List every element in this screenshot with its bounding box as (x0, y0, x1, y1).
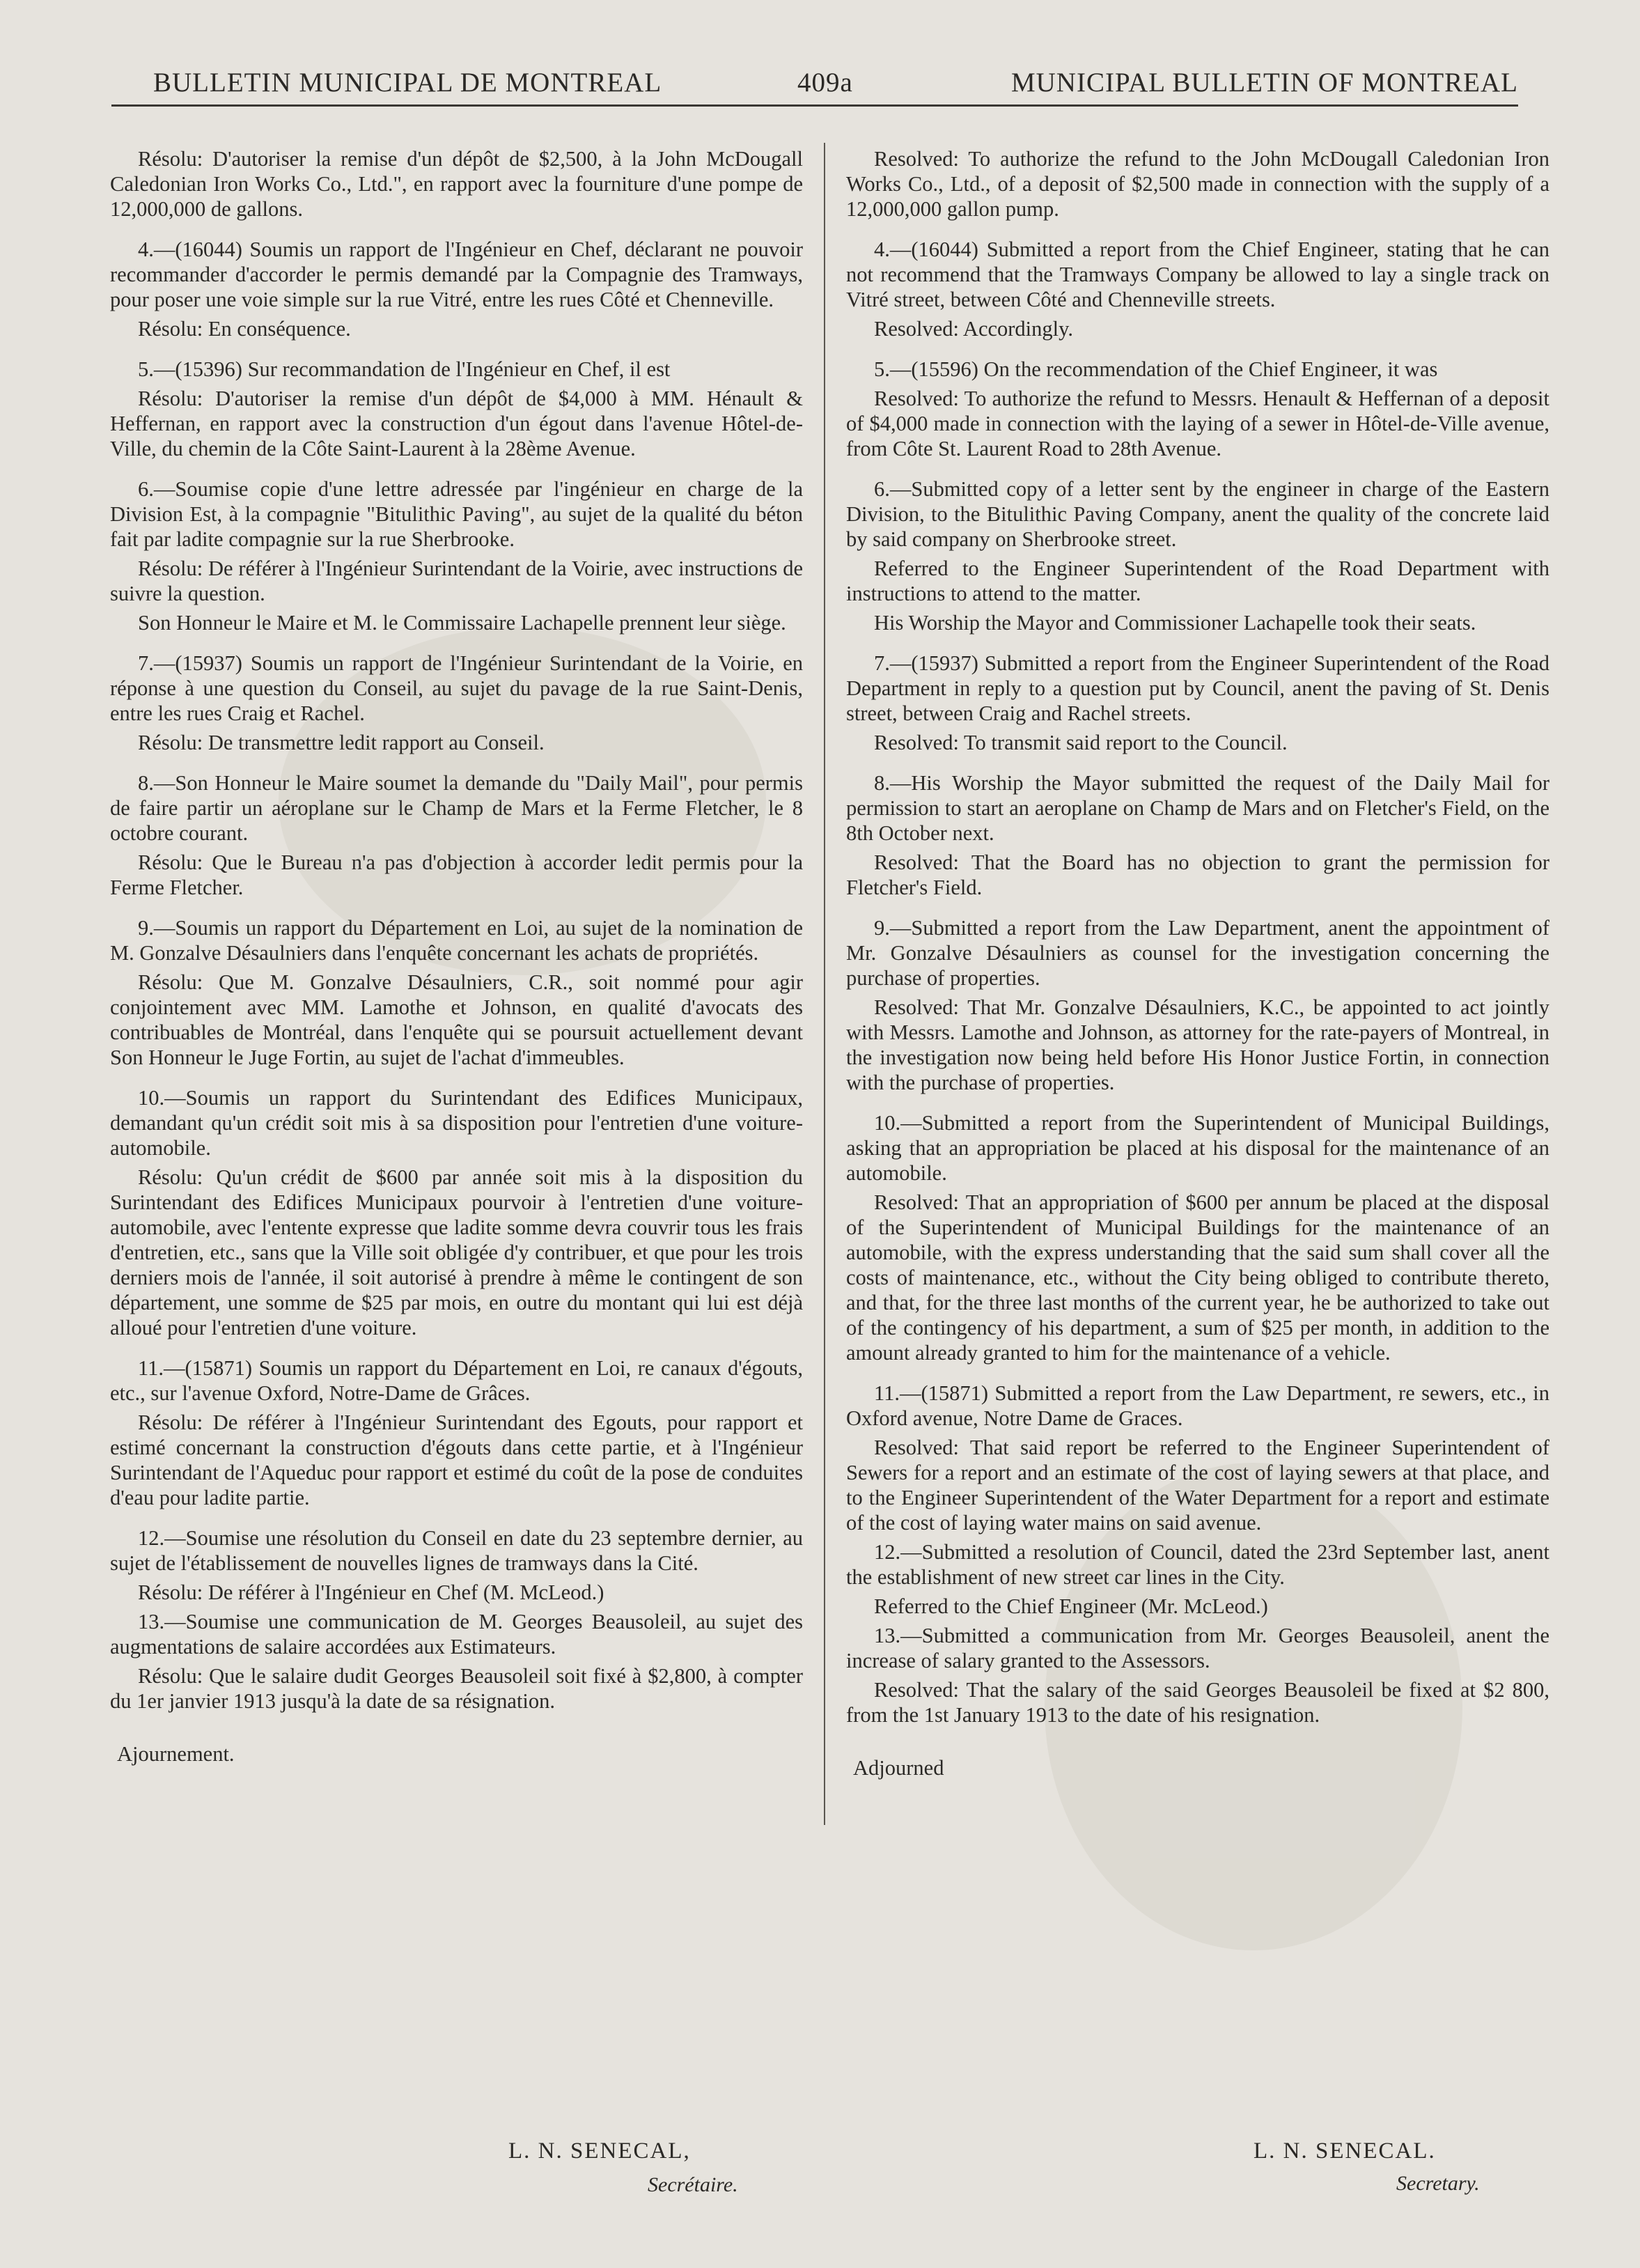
english-paragraph: His Worship the Mayor and Commissioner Lachapelle took their seats. (874, 611, 1476, 635)
header-french-title: BULLETIN MUNICIPAL DE MONTREAL (153, 68, 662, 98)
english-paragraph: 9.—Submitted a report from the Law Department, anent the appointment of Mr. Gonzalve Désaulniers as counsel for the investigation concerning the purchase of properties. (846, 916, 1549, 990)
french-paragraph: 13.—Soumise une communication de M. Georges Beausoleil, au sujet des augmentations de salaire accordées aux Estimateurs. (110, 1610, 803, 1659)
english-paragraph: Resolved: To transmit said report to the Council. (874, 731, 1288, 754)
english-paragraph: Resolved: That Mr. Gonzalve Désaulniers, K.C., be appointed to act jointly with Messrs. Lamothe and Johnson, as attorney for the rate-payers of Montreal, in the investigation now being held before His Honor Justice Fortin, in connection with the purchase of properties. (846, 995, 1549, 1094)
english-paragraph: Resolved: Accordingly. (874, 317, 1074, 341)
french-paragraph: Résolu: De référer à l'Ingénieur Surintendant de la Voirie, avec instructions de suivre la question. (110, 557, 803, 605)
english-paragraph: Resolved: To authorize the refund to the John McDougall Caledonian Iron Works Co., Ltd., of a deposit of $2,500 made in connection with the supply of a 12,000,000 gallon pump. (846, 147, 1549, 221)
french-paragraph: Résolu: De transmettre ledit rapport au Conseil. (138, 731, 545, 754)
english-paragraph: 12.—Submitted a resolution of Council, dated the 23rd September last, anent the establishment of new street car lines in the City. (846, 1540, 1549, 1589)
french-adjournment: Ajournement. (117, 1742, 235, 1766)
french-paragraph: 12.—Soumise une résolution du Conseil en date du 23 septembre dernier, au sujet de l'établissement de nouvelles lignes de tramways dans la Cité. (110, 1526, 803, 1575)
french-paragraph: Résolu: D'autoriser la remise d'un dépôt de $4,000 à MM. Hénault & Heffernan, en rapport avec la construction d'un égout dans l'avenue Hôtel-de-Ville, du chemin de la Côte Saint-Laurent à la 28ème Avenue. (110, 387, 803, 460)
english-paragraph: Resolved: That an appropriation of $600 per annum be placed at the disposal of the Superintendent of Municipal Buildings for the maintenance of an automobile, with the express understanding that the said sum shall cover all the costs of maintenance, etc., without the City being obliged to contribute thereto, and that, for the three last months of the current year, he be authorized to take out of the contingency of his department, a sum of $25 per month, in addition to the amount already granted to him for the maintenance of a vehicle. (846, 1190, 1549, 1365)
english-paragraph: 6.—Submitted copy of a letter sent by the engineer in charge of the Eastern Division, to the Bitulithic Paving Company, anent the quality of the concrete laid by said company on Sherbrooke street. (846, 477, 1549, 551)
french-paragraph: Résolu: De référer à l'Ingénieur en Chef (M. McLeod.) (138, 1580, 604, 1604)
english-signature: L. N. SENECAL. (1254, 2138, 1436, 2164)
french-paragraph: 7.—(15937) Soumis un rapport de l'Ingénieur Surintendant de la Voirie, en réponse à une question du Conseil, au sujet du pavage de la rue Saint-Denis, entre les rues Craig et Rachel. (110, 651, 803, 725)
french-column (110, 146, 803, 1771)
french-paragraph: Résolu: D'autoriser la remise d'un dépôt de $2,500, à la John McDougall Caledonian Iron Works Co., Ltd.", en rapport avec la fourniture d'une pompe de 12,000,000 de gallons. (110, 147, 803, 221)
english-paragraph: 7.—(15937) Submitted a report from the Engineer Superintendent of the Road Department in reply to a question put by Council, anent the paving of St. Denis street, between Craig and Rachel streets. (846, 651, 1549, 725)
english-paragraph: 13.—Submitted a communication from Mr. Georges Beausoleil, anent the increase of salary granted to the Assessors. (846, 1624, 1549, 1672)
english-paragraph: 4.—(16044) Submitted a report from the Chief Engineer, stating that he can not recommend that the Tramways Company be allowed to lay a single track on Vitré street, between Côté and Chenneville streets. (846, 238, 1549, 311)
french-signature: L. N. SENECAL, (508, 2138, 691, 2164)
page-number: 409a (797, 68, 853, 98)
header-rule (111, 104, 1518, 107)
french-paragraph: Résolu: De référer à l'Ingénieur Surintendant des Egouts, pour rapport et estimé concernant la construction d'égouts dans cette partie, et à l'Ingénieur Surintendant de l'Aqueduc pour rapport et estimé du coût de la pose de conduites d'eau pour ladite partie. (110, 1411, 803, 1509)
french-paragraph: 10.—Soumis un rapport du Surintendant des Edifices Municipaux, demandant qu'un crédit soit mis à sa disposition pour l'entretien d'une voiture-automobile. (110, 1086, 803, 1160)
english-paragraph: 11.—(15871) Submitted a report from the Law Department, re sewers, etc., in Oxford avenue, Notre Dame de Graces. (846, 1381, 1549, 1430)
french-paragraph: Résolu: Que le salaire dudit Georges Beausoleil soit fixé à $2,800, à compter du 1er janvier 1913 jusqu'à la date de sa résignation. (110, 1664, 803, 1713)
french-paragraph: Son Honneur le Maire et M. le Commissaire Lachapelle prennent leur siège. (138, 611, 786, 635)
english-paragraph: Referred to the Engineer Superintendent of the Road Department with instructions to attend to the matter. (846, 557, 1549, 605)
french-paragraph: 4.—(16044) Soumis un rapport de l'Ingénieur en Chef, déclarant ne pouvoir recommander d'accorder le permis demandé par la Compagnie des Tramways, pour poser une voie simple sur la rue Vitré, entre les rues Côté et Chenneville. (110, 238, 803, 311)
french-paragraph: Résolu: Qu'un crédit de $600 par année soit mis à la disposition du Surintendant des Edifices Municipaux pourvoir à l'entretien d'une voiture-automobile, avec l'entente expresse que ladite somme devra couvrir tous les frais d'entretien, etc., sans que la Ville soit obligée d'y contribuer, et que pour les trois derniers mois de l'année, il soit autorisé à prendre à même le contingent de son département, une somme de $25 par mois, en outre du montant qui lui est déjà alloué pour l'entretien d'une voiture. (110, 1165, 803, 1339)
english-paragraph: Resolved: That said report be referred to the Engineer Superintendent of Sewers for a report and an estimate of the cost of laying sewers at that place, and to the Engineer Superintendent of the Water Department for a report and estimate of the cost of laying water mains on said avenue. (846, 1436, 1549, 1535)
french-paragraph: 11.—(15871) Soumis un rapport du Département en Loi, re canaux d'égouts, etc., sur l'avenue Oxford, Notre-Dame de Grâces. (110, 1356, 803, 1405)
french-signature-title: Secrétaire. (648, 2173, 738, 2196)
running-header (104, 60, 1518, 102)
english-paragraph: Resolved: That the salary of the said Georges Beausoleil be fixed at $2 800, from the 1st January 1913 to the date of his resignation. (846, 1678, 1549, 1727)
english-signature-title: Secretary. (1396, 2172, 1480, 2195)
french-paragraph: 9.—Soumis un rapport du Département en Loi, au sujet de la nomination de M. Gonzalve Désaulniers dans l'enquête concernant les achats de propriétés. (110, 916, 803, 965)
english-paragraph: 10.—Submitted a report from the Superintendent of Municipal Buildings, asking that an appropriation be placed at his disposal for the maintenance of an automobile. (846, 1111, 1549, 1185)
french-paragraph: 8.—Son Honneur le Maire soumet la demande du "Daily Mail", pour permis de faire partir un aéroplane sur le Champ de Mars et la Ferme Fletcher, le 8 octobre courant. (110, 771, 803, 845)
column-divider (824, 143, 825, 1825)
french-paragraph: Résolu: Que le Bureau n'a pas d'objection à accorder ledit permis pour la Ferme Fletcher. (110, 850, 803, 899)
french-paragraph: Résolu: En conséquence. (138, 317, 351, 341)
english-paragraph: 5.—(15596) On the recommendation of the Chief Engineer, it was (874, 357, 1438, 381)
french-paragraph: 6.—Soumise copie d'une lettre adressée par l'ingénieur en charge de la Division Est, à la compagnie "Bitulithic Paving", au sujet de la qualité du béton fait par ladite compagnie sur la rue Sherbrooke. (110, 477, 803, 551)
french-paragraph: Résolu: Que M. Gonzalve Désaulniers, C.R., soit nommé pour agir conjointement avec MM. Lamothe et Johnson, en qualité d'avocats des contribuables de Montréal, dans l'enquête qui se poursuit actuellement devant Son Honneur le Juge Fortin, au sujet de l'achat d'immeubles. (110, 970, 803, 1069)
english-adjournment: Adjourned (853, 1756, 944, 1780)
english-paragraph: 8.—His Worship the Mayor submitted the request of the Daily Mail for permission to start an aeroplane on Champ de Mars and on Fletcher's Field, on the 8th October next. (846, 771, 1549, 845)
english-paragraph: Resolved: To authorize the refund to Messrs. Henault & Heffernan of a deposit of $4,000 made in connection with the laying of a sewer in Hôtel-de-Ville avenue, from Côte St. Laurent Road to 28th Avenue. (846, 387, 1549, 460)
header-english-title: MUNICIPAL BULLETIN OF MONTREAL (1010, 68, 1518, 98)
french-paragraph: 5.—(15396) Sur recommandation de l'Ingénieur en Chef, il est (138, 357, 671, 381)
english-paragraph: Resolved: That the Board has no objection to grant the permission for Fletcher's Field. (846, 850, 1549, 899)
english-paragraph: Referred to the Chief Engineer (Mr. McLeod.) (874, 1594, 1268, 1618)
english-column (846, 146, 1549, 1785)
